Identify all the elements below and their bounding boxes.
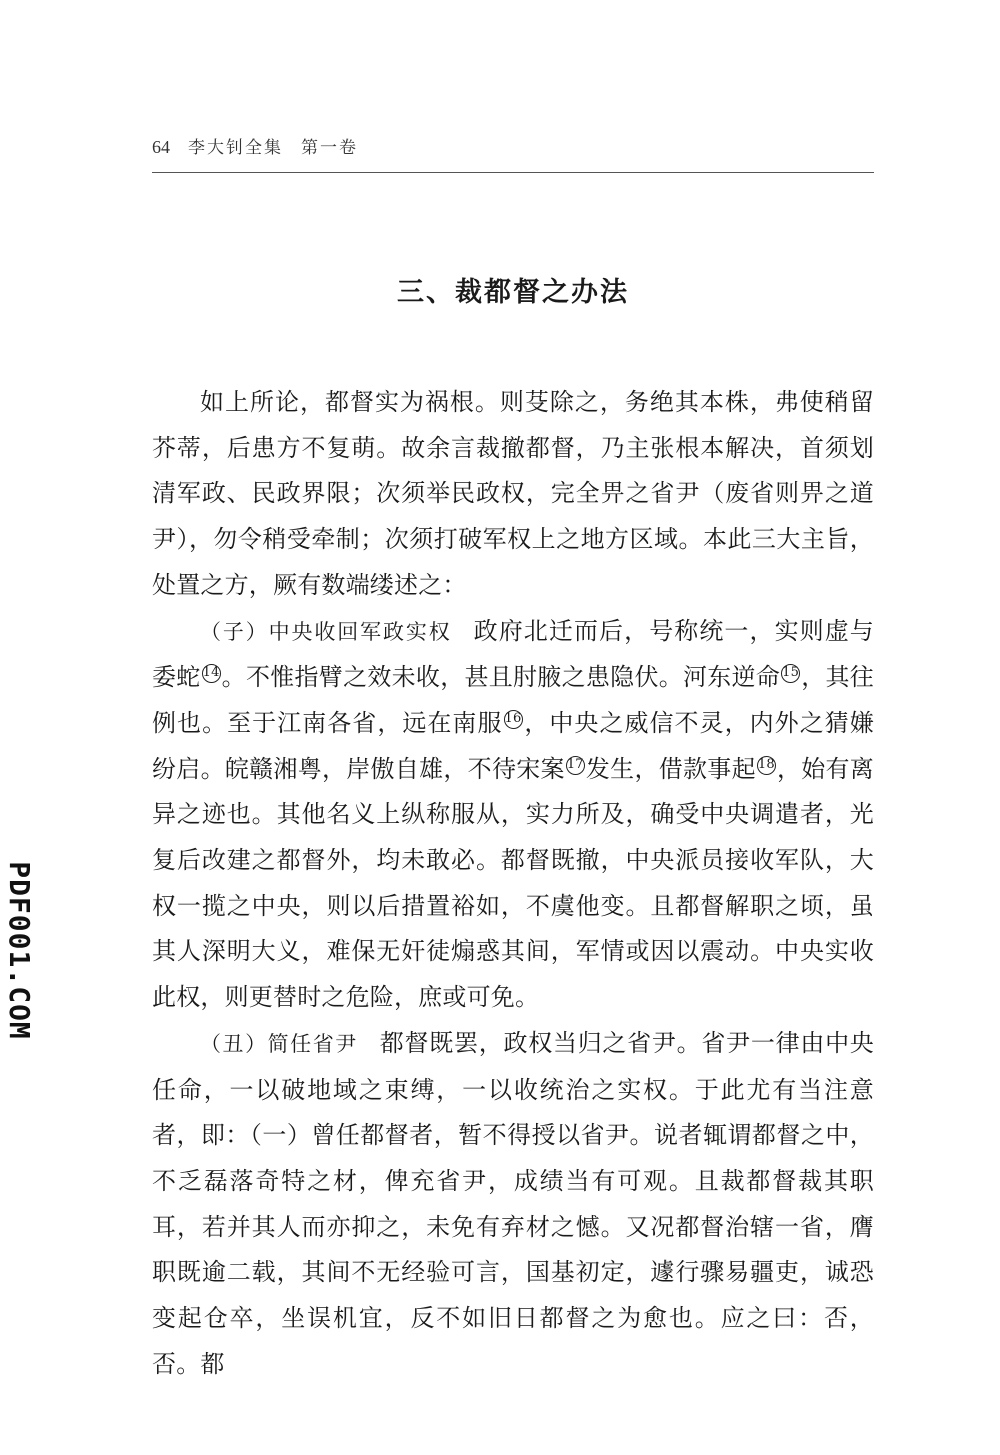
footnote-marker-14[interactable]: 14: [202, 664, 221, 683]
watermark: [0, 850, 44, 1050]
paragraph-text: 政府北迁而后，号称统一，实则虚与委蛇: [152, 616, 875, 692]
footnote-marker-16[interactable]: 16: [504, 710, 523, 729]
footnote-marker-17[interactable]: 17: [566, 756, 585, 775]
body-text: [152, 380, 874, 1387]
volume-label: 第一卷: [301, 138, 358, 158]
footnote-marker-15[interactable]: 15: [781, 664, 800, 683]
subheading-chou: （丑）简任省尹: [200, 1031, 358, 1056]
section-title: 三、裁都督之办法: [397, 277, 629, 308]
paragraph-text: 。不惟指臂之效未收，甚且肘腋之患隐伏。河东逆命: [221, 663, 781, 692]
paragraph-1: 如上所论，都督实为祸根。则芟除之，务绝其本株，弗使稍留芥蒂，后患方不复萌。故余言裁撤都督，乃主张根本解决，首须划清军政、民政界限；次须举民政权，完全畀之省尹（废省则畀之道尹），勿令稍受牵制；次须打破军权上之地方区域。本此三大主旨，处置之方，厥有数端缕述之：: [152, 388, 874, 599]
header-rule: [152, 172, 874, 173]
paragraph-text: ，其往例也。至于江南各省，远在南服: [152, 663, 875, 737]
watermark-text: PDF001.COM: [2, 860, 36, 1040]
subheading-zi: （子）中央收回军政实权: [200, 619, 452, 644]
paragraph-2: [152, 609, 874, 1021]
book-title: 李大钊全集: [188, 138, 283, 158]
paragraph-text: 发生，借款事起: [585, 754, 756, 783]
paragraph-3: [152, 1021, 874, 1388]
paragraph-text: 都督既罢，政权当归之省尹。省尹一律由中央任命，一以破地域之束缚，一以收统治之实权。于此尤有当注意者，即：（一）曾任都督者，暂不得授以省尹。说者辄谓都督之中，不乏磊落奇特之材，俾充省尹，成绩当有可观。且裁都督裁其职耳，若并其人而亦抑之，未免有弃材之憾。又况都督治辖一省，膺职既逾二载，其间不无经验可言，国基初定，遽行骤易疆吏，诚恐变起仓卒，坐误机宜，反不如旧日都督之为愈也。应之曰：否，否。都: [152, 1028, 875, 1378]
running-header: [152, 133, 874, 158]
page-number: 64: [152, 137, 170, 157]
paragraph-text: ，始有离异之迹也。其他名义上纵称服从，实力所及，确受中央调遣者，光复后改建之都督外，均未敢必。都督既撤，中央派员接收军队，大权一揽之中央，则以后措置裕如，不虞他变。且都督解职之顷，虽其人深明大义，难保无奸徒煽惑其间，军情或因以震动。中央实收此权，则更替时之危险，庶或可免。: [152, 754, 874, 1012]
paragraph-text: ，中央之威信不灵，内外之猜嫌纷启。皖赣湘粤，岸傲自雄，不待宋案: [152, 708, 874, 783]
footnote-marker-18[interactable]: 18: [757, 756, 776, 775]
